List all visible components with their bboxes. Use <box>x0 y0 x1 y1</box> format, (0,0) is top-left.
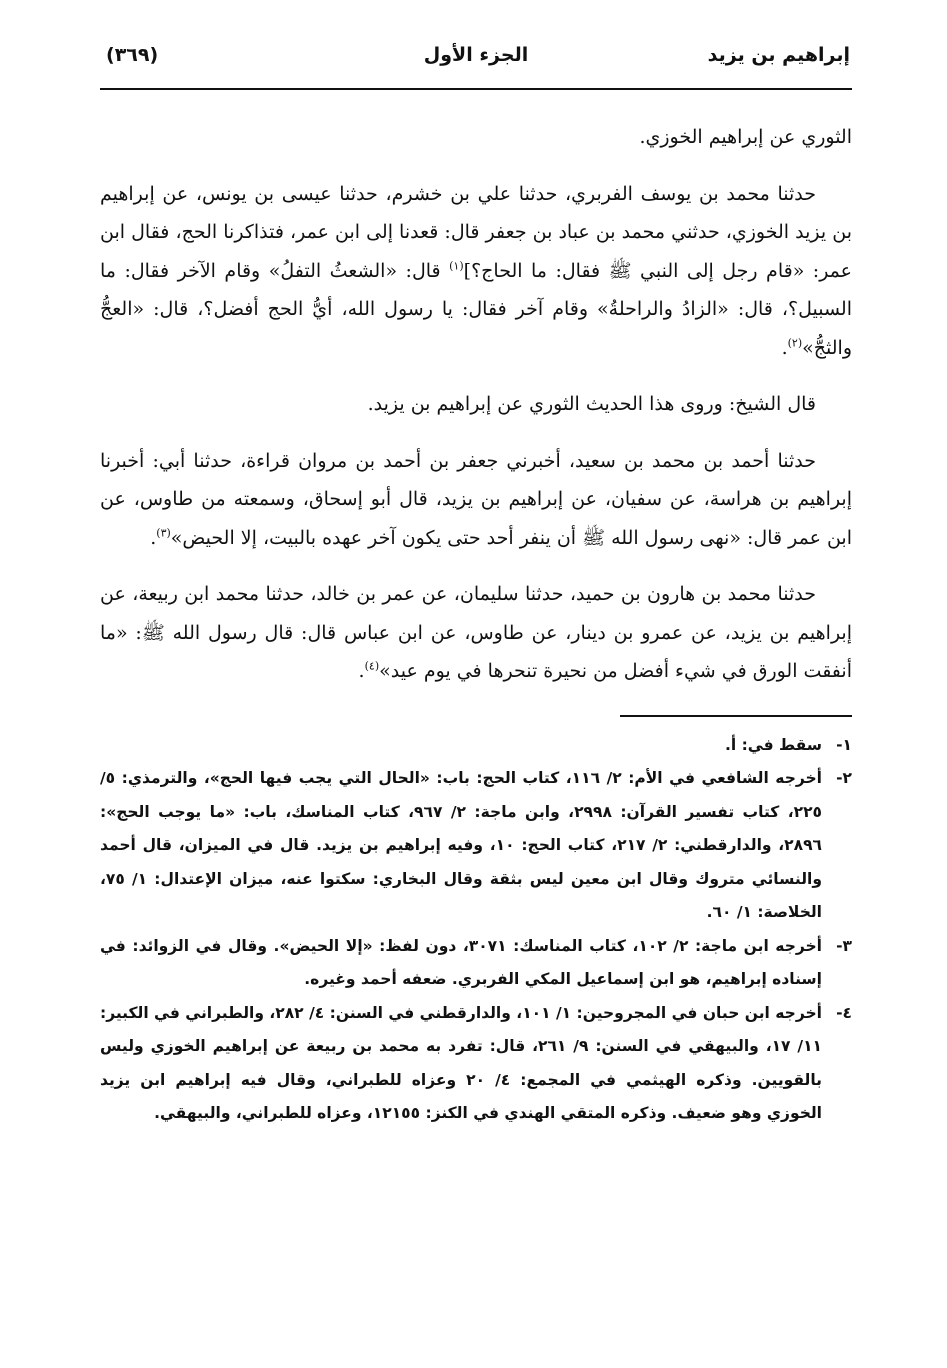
footnote-ref-4: (٤) <box>364 659 380 673</box>
footnote-text: أخرجه الشافعي في الأم: ٢/ ١١٦، كتاب الحج: باب: «الحال التي يجب فيها الحج»، والترمذي: ٥/ ٢٢٥، كتاب تفسير القرآن: ٢٩٩٨، وابن ماجة: ٢/ ٩٦٧، كتاب المناسك، باب: «ما يوجب الحج»: ٢٨٩٦، والدارقطني: ٢/ ٢١٧، كتاب الحج: ١٠، وفيه إبراهيم بن يزيد. قال في الميزان، قال أحمد والنسائي متروك وقال ابن معين ليس بثقة وقال البخاري: سكتوا عنه، ميزان الإعتدال: ١/ ٧٥، الخلاصة: ١/ ٦٠. <box>100 769 822 921</box>
footnote-4 <box>100 997 852 1131</box>
footnote-1 <box>100 729 852 763</box>
paragraph-2-end: . <box>781 336 788 359</box>
main-text <box>100 118 852 691</box>
paragraph-2 <box>100 175 852 368</box>
footnote-number: ٣- <box>836 936 852 955</box>
page-header <box>100 36 852 90</box>
footnote-text: سقط في: أ. <box>724 735 822 754</box>
paragraph-1-text: الثوري عن إبراهيم الخوزي. <box>639 126 852 148</box>
footnote-number: ١- <box>836 735 852 754</box>
footnote-number: ٤- <box>836 1003 852 1022</box>
footnote-ref-3: (٣) <box>156 526 171 540</box>
footnote-3 <box>100 930 852 997</box>
paragraph-2-text-b: قال: «الشعثُ التفلُ» وقام الآخر فقال: ما السبيل؟، قال: «الزادُ والراحلةُ» وقام آخر فقال: يا رسول الله، أيُّ الحج أفضل؟، قال: «العجُّ والثجُّ» <box>100 259 852 359</box>
footnote-2 <box>100 762 852 930</box>
paragraph-1 <box>100 118 852 157</box>
footnote-number: ٢- <box>836 769 852 787</box>
running-title-right: إبراهيم بن يزيد <box>707 44 850 66</box>
paragraph-3-text: قال الشيخ: وروى هذا الحديث الثوري عن إبراهيم بن يزيد. <box>367 393 816 415</box>
paragraph-4-text: حدثنا أحمد بن محمد بن سعيد، أخبرني جعفر بن أحمد بن مروان قراءة، حدثنا أبي: أخبرنا إبراهيم بن هراسة، عن سفيان، عن إبراهيم بن يزيد، قال أبو إسحاق، وسمعته من طاوس، عن ابن عمر قال: «نهى رسول الله ﷺ أن ينفر أحد حتى يكون آخر عهده بالبيت، إلا الحيض» <box>100 449 852 549</box>
footnotes <box>100 729 852 1131</box>
paragraph-5-end: . <box>358 660 365 682</box>
paragraph-4-end: . <box>150 526 157 549</box>
footnote-ref-1: (١) <box>449 259 464 273</box>
paragraph-2-text: حدثنا محمد بن يوسف الفربري، حدثنا علي بن خشرم، حدثنا عيسى بن يونس، عن إبراهيم بن يزيد الخوزي، حدثني محمد بن عباد بن جعفر قال: قعدنا إلى ابن عمر، فتذاكرنا الحج، فقال ابن عمر: «قام رجل إلى النبي ﷺ فقال: ما الحاج؟ <box>100 182 852 282</box>
paragraph-5-text: حدثنا محمد بن هارون بن حميد، حدثنا سليمان، عن عمر بن خالد، حدثنا محمد ابن ربيعة، عن إبراهيم بن يزيد، عن عمرو بن دينار، عن طاوس، عن ابن عباس قال: قال رسول الله ﷺ: «ما أنفقت الورق في شيء أفضل من نحيرة تنحرها في يوم عيد» <box>100 583 852 682</box>
running-title-center: الجزء الأول <box>423 44 529 66</box>
footnote-separator <box>620 715 852 717</box>
page-number: (٣٦٩) <box>106 44 159 66</box>
paragraph-4 <box>100 442 852 558</box>
footnote-ref-2: (٢) <box>787 336 803 350</box>
paragraph-3 <box>100 385 852 424</box>
footnote-text: أخرجه ابن ماجة: ٢/ ١٠٢، كتاب المناسك: ٣٠٧١، دون لفظ: «إلا الحيض». وقال في الزوائد: في إسناده إبراهيم، هو ابن إسماعيل المكي الفربري. ضعفه أحمد وغيره. <box>100 936 822 988</box>
bracket-mark: ] <box>463 259 472 282</box>
paragraph-5 <box>100 575 852 691</box>
book-page <box>100 36 852 1356</box>
footnote-text: أخرجه ابن حبان في المجروحين: ١/ ١٠١، والدارقطني في السنن: ٤/ ٢٨٢، والطبراني في الكبير: ١١/ ١٧، والبيهقي في السنن: ٩/ ٢٦١، قال: تفرد به محمد بن ربيعة عن إبراهيم الخوزي وليس بالقويين. وذكره الهيثمي في المجمع: ٤/ ٢٠ وعزاه للطبراني، وقال فيه إبراهيم ابن يزيد الخوزي وهو ضعيف. وذكره المتقي الهندي في الكنز: ١٢١٥٥، وعزاه للطبراني، والبيهقي. <box>100 1003 822 1122</box>
